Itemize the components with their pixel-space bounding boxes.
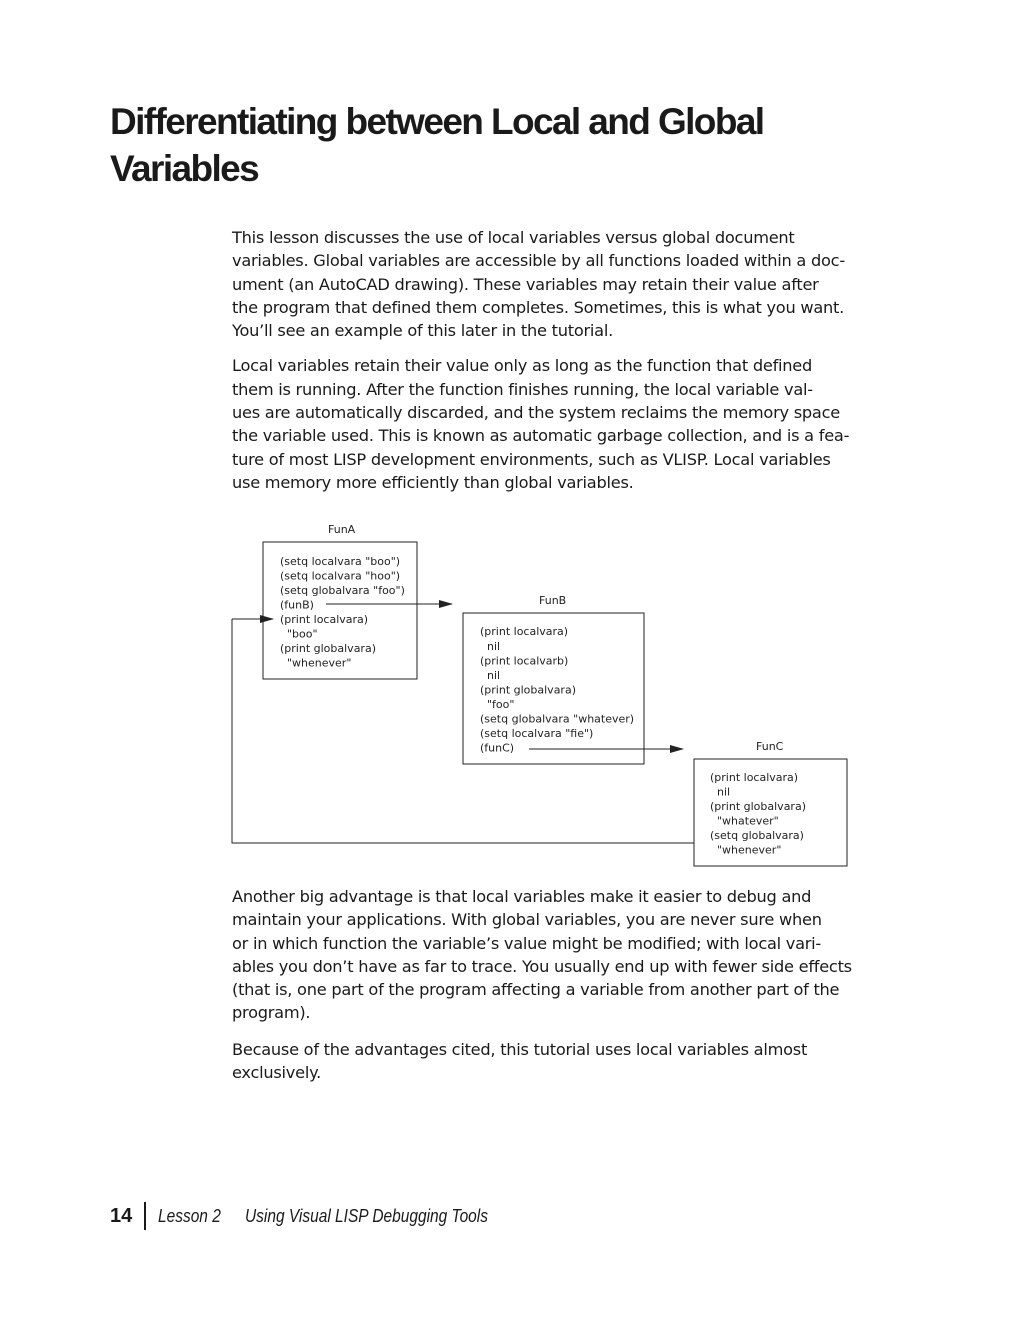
func-code <box>710 771 806 857</box>
func-box <box>694 759 847 866</box>
paragraph-line: program). <box>232 1003 311 1023</box>
code-line: nil <box>480 640 501 653</box>
code-line: (print globalvara) <box>480 683 576 697</box>
code-line: "whatever" <box>710 814 779 828</box>
code-line: "boo" <box>280 627 318 641</box>
code-line: (setq localvara "boo") <box>280 555 401 568</box>
code-line: (funB) <box>280 598 314 612</box>
paragraph-4 <box>232 1038 882 1085</box>
paragraph-line: maintain your applications. With global variables, you are never sure when <box>232 910 822 930</box>
code-line: (print globalvara) <box>280 642 376 655</box>
paragraph-line: Local variables retain their value only as long as the function that defined <box>232 356 813 376</box>
code-line: (print localvara) <box>480 625 569 638</box>
footer-lesson: Lesson 2 <box>158 1205 222 1226</box>
code-line: (setq globalvara "foo") <box>280 584 405 597</box>
code-line: "whenever" <box>710 843 782 857</box>
paragraph-line: ables you don’t have as far to trace. You usually end up with fewer side effects <box>232 956 852 976</box>
page-title-line-2: Variables <box>110 148 259 189</box>
page-title-line-1: Differentiating between Local and Global <box>110 101 764 142</box>
footer-chapter-title: Using Visual LISP Debugging Tools <box>245 1205 489 1226</box>
paragraph-line: the program that defined them completes. Sometimes, this is what you want. <box>232 297 845 317</box>
code-line: "foo" <box>480 698 515 711</box>
code-line: nil <box>710 785 731 799</box>
code-line: (print localvara) <box>710 771 799 784</box>
paragraph-line: This lesson discusses the use of local variables versus global document <box>232 228 795 247</box>
page-number: 14 <box>110 1204 133 1227</box>
code-line: (funC) <box>480 741 515 755</box>
funb-label: FunB <box>539 594 567 607</box>
paragraph-line: (that is, one part of the program affecting a variable from another part of the <box>232 980 840 1000</box>
paragraph-line: or in which function the variable’s value might be modified; with local vari- <box>232 933 822 953</box>
paragraph-line: ues are automatically discarded, and the system reclaims the memory space <box>232 403 840 423</box>
paragraph-line: variables. Global variables are accessible by all functions loaded within a doc- <box>232 251 845 271</box>
page-title <box>110 98 910 192</box>
paragraph-line: ument (an AutoCAD drawing). These variables may retain their value after <box>232 274 819 294</box>
code-line: (setq localvara "fie") <box>480 727 594 740</box>
page-footer <box>110 1203 528 1229</box>
paragraph-line: Another big advantage is that local variables make it easier to debug and <box>232 887 812 906</box>
paragraph-line: exclusively. <box>232 1063 322 1083</box>
intro-text <box>232 226 882 506</box>
paragraph-1 <box>232 226 882 342</box>
funa-label: FunA <box>328 523 356 536</box>
code-line: nil <box>480 669 501 682</box>
code-line: (setq globalvara) <box>710 829 804 842</box>
code-line: (setq localvara "hoo") <box>280 569 401 583</box>
code-line: (setq globalvara "whatever) <box>480 712 635 726</box>
funa-box <box>263 542 417 679</box>
func-label: FunC <box>756 740 784 753</box>
paragraph-2 <box>232 354 882 494</box>
footer-divider <box>144 1202 146 1230</box>
paragraph-line: the variable used. This is known as automatic garbage collection, and is a fea- <box>232 426 850 446</box>
paragraph-3 <box>232 885 882 1025</box>
funb-code <box>480 625 634 755</box>
funa-code <box>280 555 405 670</box>
code-line: (print globalvara) <box>710 800 806 813</box>
paragraph-line: You’ll see an example of this later in the tutorial. <box>232 321 613 341</box>
paragraph-line: use memory more efficiently than global variables. <box>232 472 634 492</box>
paragraph-line: Because of the advantages cited, this tutorial uses local variables almost <box>232 1040 808 1059</box>
code-line: (print localvarb) <box>480 654 569 668</box>
funb-box <box>463 613 644 764</box>
paragraph-line: them is running. After the function finishes running, the local variable val- <box>232 379 813 399</box>
code-line: "whenever" <box>280 656 352 670</box>
return-line-func-to-funa <box>232 619 694 843</box>
paragraph-line: ture of most LISP development environments, such as VLISP. Local variables <box>232 449 831 469</box>
code-line: (print localvara) <box>280 613 369 626</box>
